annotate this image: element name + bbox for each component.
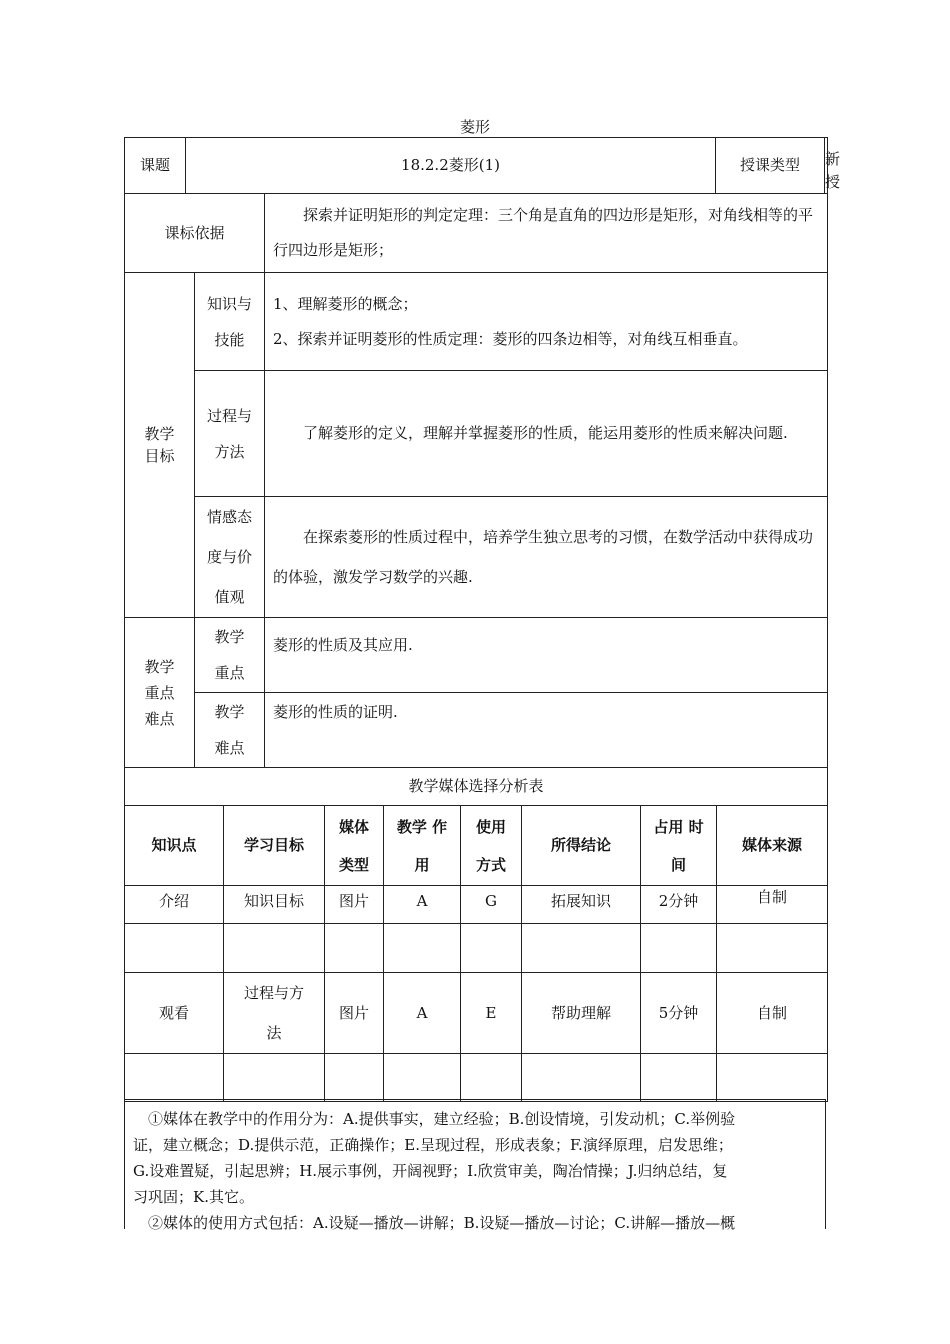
difficulty-label — [195, 693, 265, 768]
table-row — [125, 973, 828, 1054]
note-line: 习巩固；K.其它。 — [133, 1188, 254, 1206]
note-line: ②媒体的使用方式包括：A.设疑—播放—讲解；B.设疑—播放—讨论；C.讲解—播放—概 — [148, 1214, 736, 1232]
process-label-line: 方法 — [214, 442, 245, 461]
lesson-title: 18.2.2菱形(1) — [186, 138, 716, 194]
header-source: 媒体来源 — [717, 806, 828, 886]
notes-section — [124, 1099, 826, 1232]
row-time: 5分钟 — [641, 973, 717, 1054]
process-text: 了解菱形的定义，理解并掌握菱形的性质，能运用菱形的性质来解决问题. — [265, 371, 828, 497]
header-role — [384, 806, 461, 886]
objectives-label-line: 目标 — [144, 447, 175, 465]
focus-label-line: 重点 — [214, 664, 245, 682]
empty-cell — [461, 1054, 522, 1102]
row-role: A — [384, 973, 461, 1054]
emotion-text: 在探索菱形的性质过程中，培养学生独立思考的习惯，在数学活动中获得成功的体验，激发学习数学的兴趣. — [265, 497, 828, 618]
type-value: 新授 — [825, 138, 828, 194]
focus-text: 菱形的性质及其应用. — [265, 618, 828, 693]
header-knowledge-point: 知识点 — [125, 806, 224, 886]
standard-text: 探索并证明矩形的判定定理：三个角是直角的四边形是矩形，对角线相等的平行四边形是矩形； — [265, 194, 828, 273]
empty-cell — [641, 1054, 717, 1102]
row-type: 图片 — [325, 886, 384, 924]
header-role-line: 用 — [414, 855, 430, 874]
row-goal-line: 法 — [266, 1024, 282, 1042]
difficulty-text: 菱形的性质的证明. — [265, 693, 828, 768]
row-usage: E — [461, 973, 522, 1054]
emotion-label — [195, 497, 265, 618]
difficulty-label-line: 教学 — [214, 703, 245, 721]
empty-cell — [717, 924, 828, 973]
empty-cell — [384, 924, 461, 973]
header-media-type — [325, 806, 384, 886]
empty-cell — [717, 1054, 828, 1102]
empty-cell — [125, 1054, 224, 1102]
keypoints-label-line: 重点 — [144, 683, 175, 702]
table-row — [125, 1054, 828, 1102]
row-source: 自制 — [717, 973, 828, 1054]
keypoints-label — [125, 618, 195, 768]
knowledge-line: 1、理解菱形的概念； — [273, 294, 418, 313]
row-time: 2分钟 — [641, 886, 717, 924]
empty-cell — [522, 1054, 641, 1102]
keypoints-label-line: 教学 — [144, 657, 175, 676]
table-row — [125, 924, 828, 973]
header-usage-line: 方式 — [475, 855, 506, 874]
empty-cell — [224, 1054, 325, 1102]
media-analysis-table — [124, 805, 828, 1102]
process-label — [195, 371, 265, 497]
objectives-label-line: 教学 — [144, 424, 175, 443]
row-point: 观看 — [125, 973, 224, 1054]
emotion-label-line: 值观 — [214, 588, 245, 606]
row-conclusion: 帮助理解 — [522, 973, 641, 1054]
row-conclusion: 拓展知识 — [522, 886, 641, 924]
row-point: 介绍 — [125, 886, 224, 924]
note-line: ①媒体在教学中的作用分为：A.提供事实，建立经验；B.创设情境，引发动机；C.举例验 — [148, 1110, 736, 1128]
lesson-label: 课题 — [125, 138, 186, 194]
note-line: 证，建立概念；D.提供示范，正确操作；E.呈现过程，形成表象；F.演绎原理，启发思维； — [133, 1136, 733, 1154]
emotion-label-line: 情感态 — [206, 508, 252, 526]
process-label-line: 过程与 — [206, 406, 252, 425]
row-role: A — [384, 886, 461, 924]
empty-cell — [384, 1054, 461, 1102]
standard-label: 课标依据 — [125, 194, 265, 273]
row-source: 自制 — [717, 886, 828, 924]
table-row — [125, 886, 828, 924]
knowledge-text — [265, 273, 828, 371]
header-time-line: 占用 时 — [653, 817, 704, 836]
row-usage: G — [461, 886, 522, 924]
empty-cell — [224, 924, 325, 973]
row-goal-line: 过程与方 — [243, 984, 304, 1002]
row-type: 图片 — [325, 973, 384, 1054]
emotion-label-line: 度与价 — [206, 548, 252, 566]
empty-cell — [522, 924, 641, 973]
focus-label-line: 教学 — [214, 628, 245, 646]
header-conclusion: 所得结论 — [522, 806, 641, 886]
knowledge-label-line: 知识与 — [206, 294, 252, 313]
header-media-type-line: 类型 — [338, 855, 369, 874]
lesson-plan-table — [124, 137, 841, 806]
header-time — [641, 806, 717, 886]
focus-label — [195, 618, 265, 693]
header-media-type-line: 媒体 — [338, 817, 369, 836]
header-goal: 学习目标 — [224, 806, 325, 886]
empty-cell — [641, 924, 717, 973]
header-role-line: 教学 作 — [396, 817, 448, 836]
document-title: 菱形 — [459, 118, 490, 136]
header-time-line: 间 — [670, 855, 686, 874]
empty-cell — [325, 924, 384, 973]
knowledge-line: 2、探索并证明菱形的性质定理：菱形的四条边相等，对角线互相垂直。 — [273, 329, 748, 348]
keypoints-label-line: 难点 — [144, 709, 175, 728]
empty-cell — [325, 1054, 384, 1102]
header-usage-line: 使用 — [475, 817, 506, 836]
knowledge-label — [195, 273, 265, 371]
media-table-caption: 教学媒体选择分析表 — [125, 768, 828, 806]
note-line: G.设难置疑，引起思辨；H.展示事例，开阔视野；I.欣赏审美，陶冶情操；J.归纳总结，复 — [133, 1162, 728, 1180]
row-goal: 知识目标 — [224, 886, 325, 924]
header-usage — [461, 806, 522, 886]
type-label: 授课类型 — [716, 138, 825, 194]
knowledge-label-line: 技能 — [214, 330, 245, 349]
row-goal — [224, 973, 325, 1054]
empty-cell — [461, 924, 522, 973]
objectives-label — [125, 273, 195, 618]
empty-cell — [125, 924, 224, 973]
difficulty-label-line: 难点 — [214, 739, 245, 757]
